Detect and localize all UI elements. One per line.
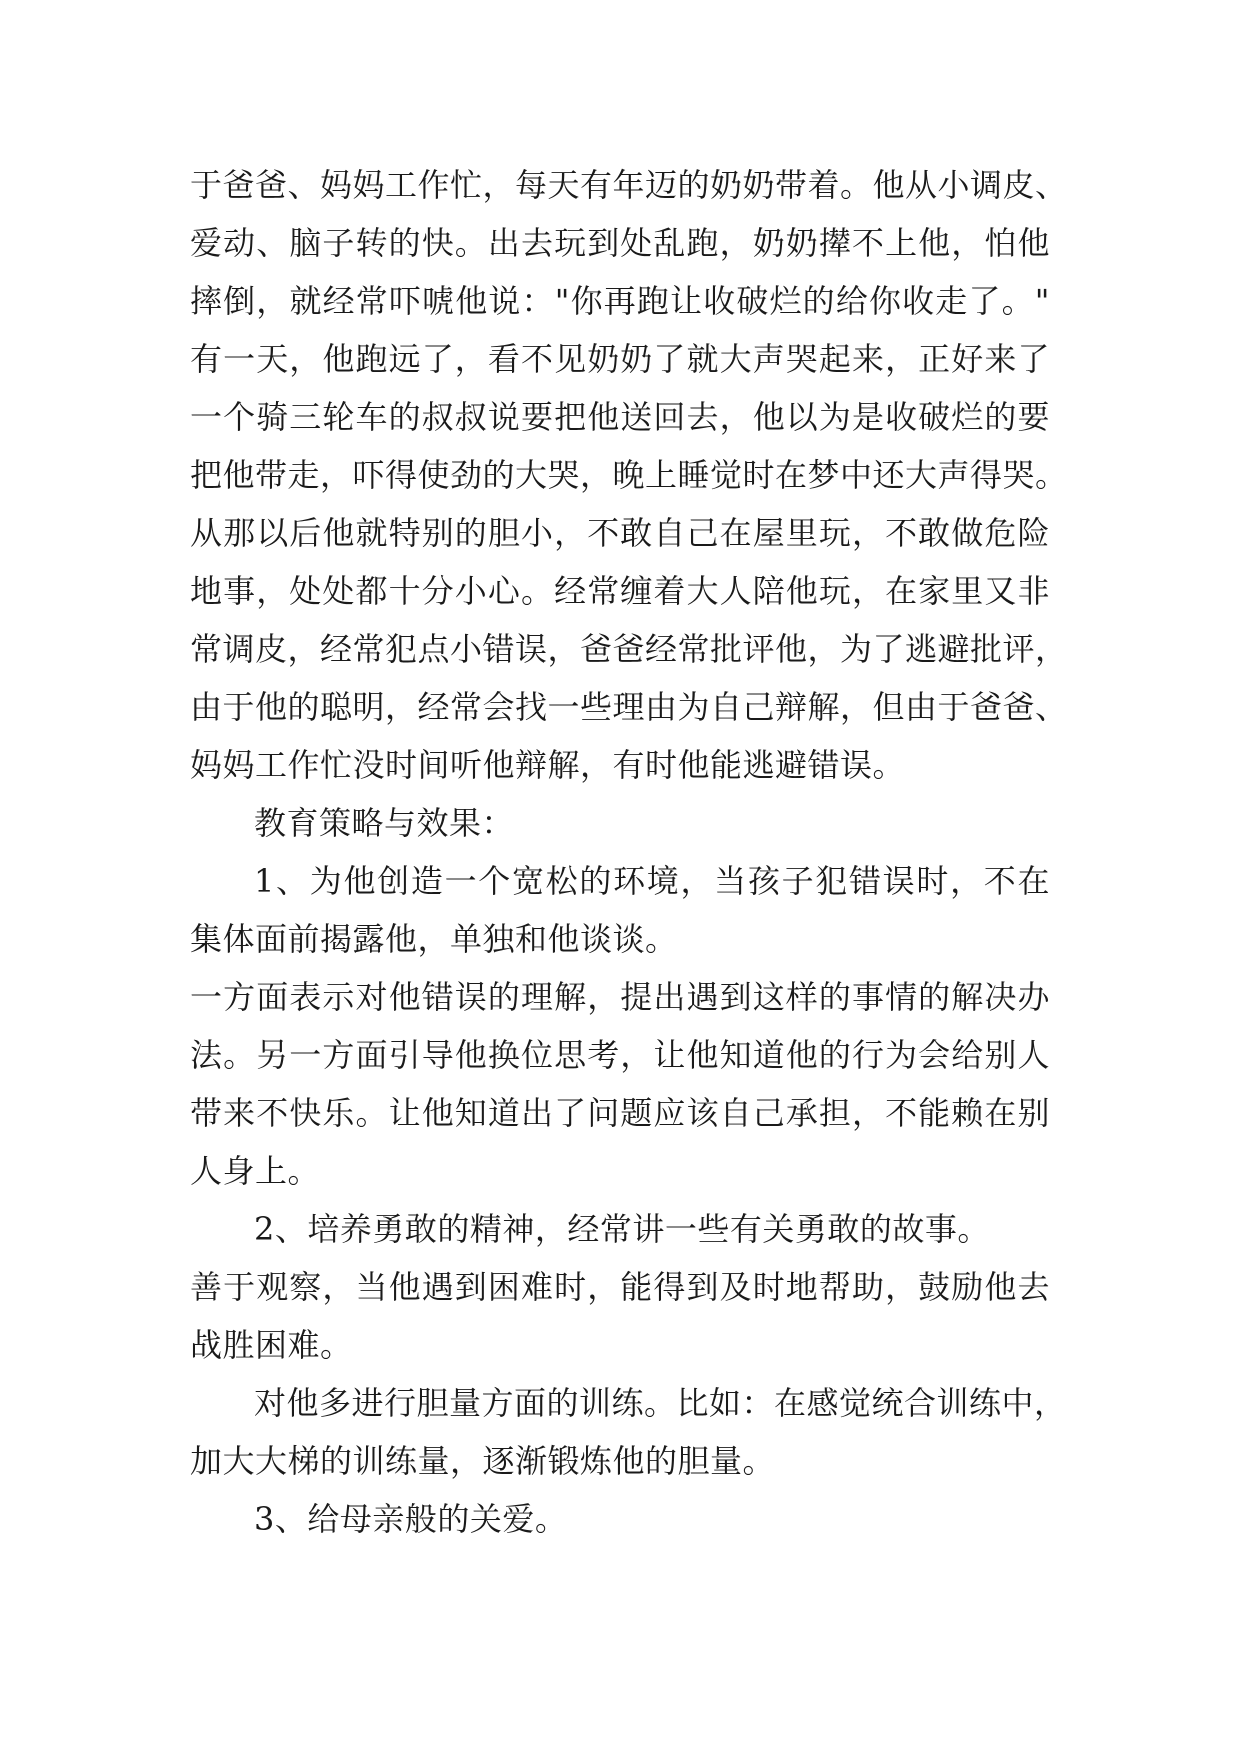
text-line: 于爸爸、妈妈工作忙，每天有年迈的奶奶带着。他从小调皮、 (190, 166, 1068, 204)
text-line: 教育策略与效果： (254, 804, 515, 842)
text-line: 善于观察，当他遇到困难时，能得到及时地帮助，鼓励他去 (190, 1268, 1050, 1306)
text-line: 人身上。 (190, 1152, 321, 1190)
text-line: 集体面前揭露他，单独和他谈谈。 (190, 920, 678, 958)
text-line: 一个骑三轮车的叔叔说要把他送回去，他以为是收破烂的要 (190, 398, 1050, 436)
text-line: 一方面表示对他错误的理解，提出遇到这样的事情的解决办 (190, 978, 1050, 1016)
document-body (190, 156, 1068, 1548)
text-line: 3、给母亲般的关爱。 (254, 1500, 568, 1538)
text-line: 常调皮，经常犯点小错误，爸爸经常批评他，为了逃避批评， (190, 630, 1068, 668)
text-line: 摔倒，就经常吓唬他说："你再跑让收破烂的给你收走了。" (190, 282, 1050, 320)
text-line: 2、培养勇敢的精神，经常讲一些有关勇敢的故事。 (254, 1210, 990, 1248)
text-line: 对他多进行胆量方面的训练。比如：在感觉统合训练中， (254, 1384, 1067, 1422)
text-line: 法。另一方面引导他换位思考，让他知道他的行为会给别人 (190, 1036, 1050, 1074)
text-line: 1、为他创造一个宽松的环境，当孩子犯错误时，不在 (254, 862, 1050, 900)
text-line: 加大大梯的训练量，逐渐锻炼他的胆量。 (190, 1442, 776, 1480)
text-line: 带来不快乐。让他知道出了问题应该自己承担，不能赖在别 (190, 1094, 1050, 1132)
text-line: 地事，处处都十分小心。经常缠着大人陪他玩，在家里又非 (190, 572, 1050, 610)
text-line: 有一天，他跑远了，看不见奶奶了就大声哭起来，正好来了 (190, 340, 1050, 378)
text-line: 由于他的聪明，经常会找一些理由为自己辩解，但由于爸爸、 (190, 688, 1068, 726)
text-line: 把他带走，吓得使劲的大哭，晚上睡觉时在梦中还大声得哭。 (190, 456, 1068, 494)
text-line: 从那以后他就特别的胆小，不敢自己在屋里玩，不敢做危险 (190, 514, 1050, 552)
text-line: 爱动、脑子转的快。出去玩到处乱跑，奶奶撵不上他，怕他 (190, 224, 1050, 262)
text-line: 战胜困难。 (190, 1326, 353, 1364)
text-line: 妈妈工作忙没时间听他辩解，有时他能逃避错误。 (190, 746, 906, 784)
